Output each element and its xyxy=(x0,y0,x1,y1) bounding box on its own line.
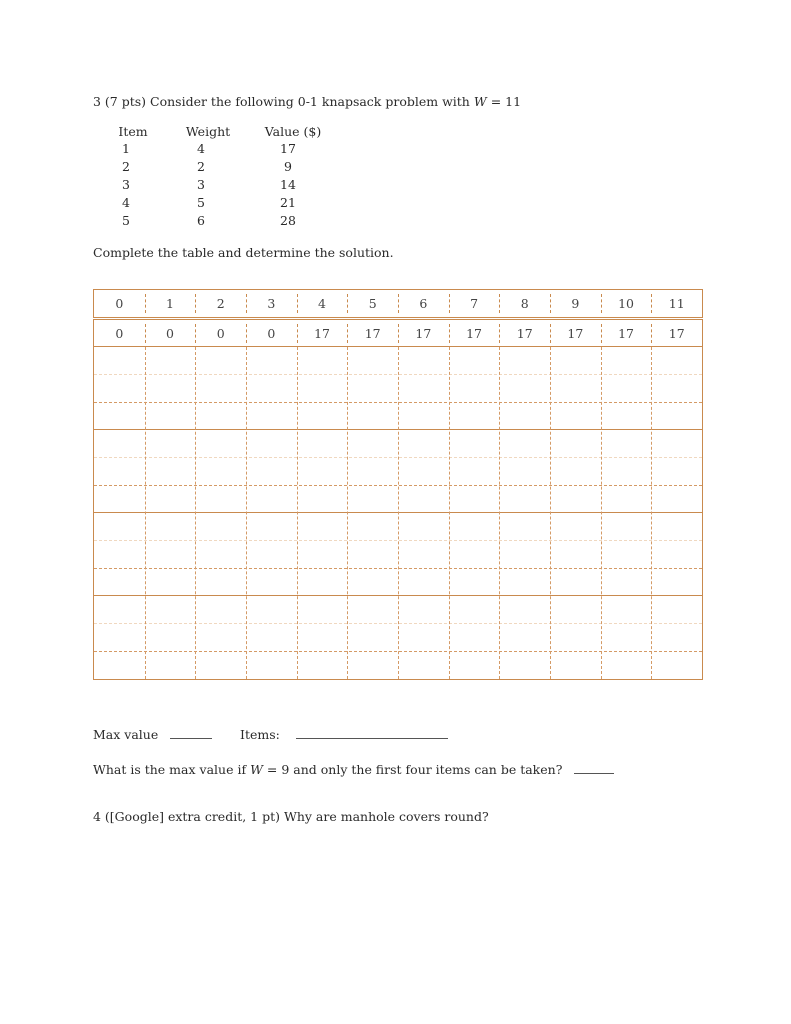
dp-header-cell: 0 xyxy=(115,296,124,311)
item-1-weight: 4 xyxy=(197,141,205,156)
item-1-id: 1 xyxy=(122,141,130,156)
item-3-weight: 3 xyxy=(197,177,205,192)
items-label: Items: xyxy=(240,727,280,742)
dp-col-line xyxy=(550,347,551,679)
dp-cell: 17 xyxy=(651,320,702,347)
instruction-text: Complete the table and determine the solution. xyxy=(93,245,394,260)
dp-col-line xyxy=(195,347,196,679)
dp-cell: 0 xyxy=(115,326,124,341)
items-answer xyxy=(240,727,448,742)
item-5-weight: 6 xyxy=(197,213,205,228)
dp-first-row xyxy=(93,319,703,347)
question-3-prefix: 3 (7 pts) Consider the following 0-1 knapsack problem with xyxy=(93,94,470,109)
question-w9-var: W xyxy=(250,762,263,777)
dp-cell: 17 xyxy=(601,320,652,347)
question-w9-prefix: What is the max value if xyxy=(93,762,247,777)
dp-col-line xyxy=(145,347,146,679)
question-w9 xyxy=(93,762,614,777)
dp-header-row xyxy=(93,289,703,318)
max-value-blank[interactable] xyxy=(170,728,212,739)
dp-header-cell: 3 xyxy=(246,290,297,317)
item-4-value: 21 xyxy=(280,195,296,210)
dp-cell: 17 xyxy=(550,320,601,347)
dp-col-line xyxy=(651,347,652,679)
item-5-id: 5 xyxy=(122,213,130,228)
item-2-id: 2 xyxy=(122,159,130,174)
max-value-label: Max value xyxy=(93,727,159,742)
dp-col-line xyxy=(499,347,500,679)
dp-cell: 17 xyxy=(398,320,449,347)
item-5-value: 28 xyxy=(280,213,296,228)
item-2-value: 9 xyxy=(284,159,292,174)
dp-cell: 0 xyxy=(145,320,196,347)
dp-header-cell: 4 xyxy=(297,290,348,317)
question-3 xyxy=(93,94,521,109)
question-3-suffix: = 11 xyxy=(490,94,522,109)
dp-cell: 17 xyxy=(499,320,550,347)
question-4: 4 ([Google] extra credit, 1 pt) Why are manhole covers round? xyxy=(93,809,489,824)
dp-empty-rows xyxy=(93,346,703,680)
dp-cell: 17 xyxy=(297,320,348,347)
dp-header-cell: 6 xyxy=(398,290,449,317)
dp-header-cell: 10 xyxy=(601,290,652,317)
dp-table xyxy=(93,289,703,679)
dp-col-line xyxy=(601,347,602,679)
dp-cell: 17 xyxy=(347,320,398,347)
dp-header-cell: 2 xyxy=(195,290,246,317)
item-3-value: 14 xyxy=(280,177,296,192)
dp-header-cell: 5 xyxy=(347,290,398,317)
dp-col-line xyxy=(449,347,450,679)
dp-cell: 0 xyxy=(246,320,297,347)
question-w9-blank[interactable] xyxy=(574,763,614,774)
item-1-value: 17 xyxy=(280,141,296,156)
dp-cell: 0 xyxy=(195,320,246,347)
dp-header-cell: 9 xyxy=(550,290,601,317)
items-header-value: Value ($) xyxy=(264,124,322,139)
dp-header-cell: 11 xyxy=(651,290,702,317)
question-3-var: W xyxy=(473,94,487,109)
dp-cell: 17 xyxy=(449,320,500,347)
items-header-item: Item xyxy=(118,124,148,139)
dp-header-cell: 7 xyxy=(449,290,500,317)
items-blank[interactable] xyxy=(296,728,448,739)
dp-header-cell: 1 xyxy=(145,290,196,317)
max-value-answer xyxy=(93,727,212,742)
item-2-weight: 2 xyxy=(197,159,205,174)
dp-col-line xyxy=(347,347,348,679)
item-4-weight: 5 xyxy=(197,195,205,210)
items-header-weight: Weight xyxy=(185,124,231,139)
item-3-id: 3 xyxy=(122,177,130,192)
question-w9-suffix: = 9 and only the first four items can be taken? xyxy=(266,762,563,777)
dp-header-cell: 8 xyxy=(499,290,550,317)
item-4-id: 4 xyxy=(122,195,130,210)
dp-col-line xyxy=(297,347,298,679)
dp-col-line xyxy=(398,347,399,679)
dp-col-line xyxy=(246,347,247,679)
